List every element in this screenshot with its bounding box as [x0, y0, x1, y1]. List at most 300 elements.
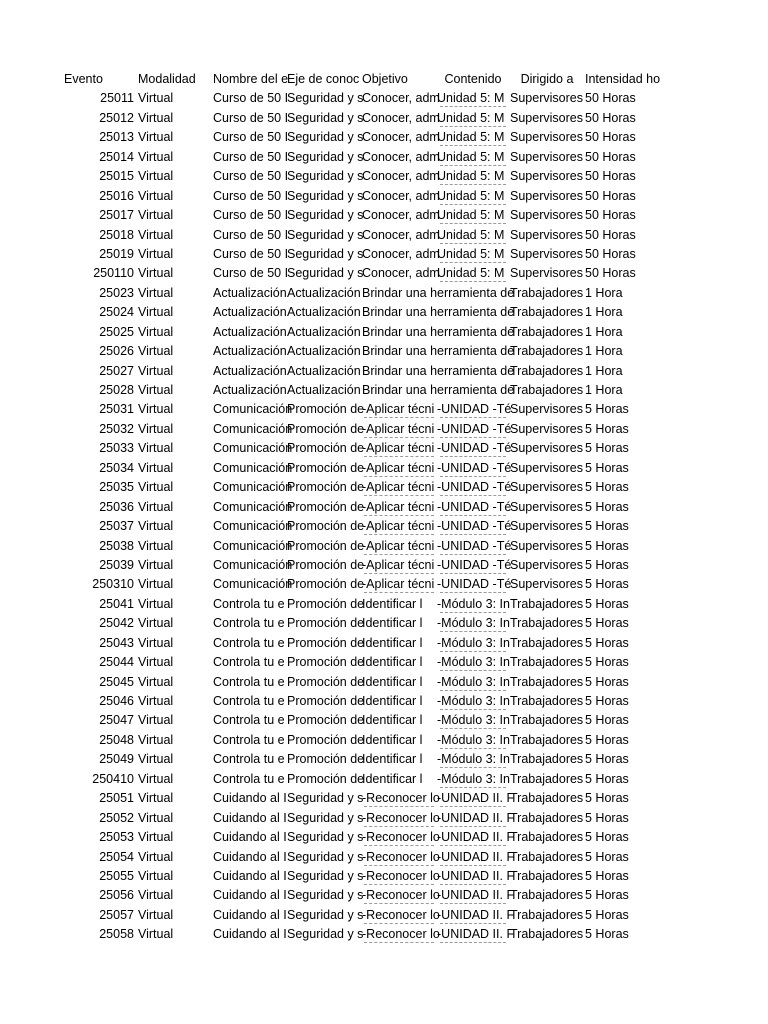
- cell-objetivo: Conocer, adm: [362, 91, 440, 106]
- cell-eje: Promoción de: [287, 577, 365, 592]
- cell-modalidad: Virtual: [138, 460, 174, 475]
- cell-eje: Seguridad y s: [287, 791, 364, 806]
- cell-underline: [440, 417, 506, 418]
- cell-dirigido: Trabajadores: [510, 694, 584, 708]
- cell-evento: 25027: [99, 363, 134, 378]
- cell-contenido: -Módulo 3: In: [437, 694, 510, 708]
- cell-intensidad: 5 Horas: [585, 557, 629, 572]
- cell-underline: [440, 456, 506, 457]
- cell-dirigido: Trabajadores: [510, 616, 584, 631]
- cell-modalidad: Virtual: [138, 344, 174, 359]
- cell-contenido: -UNIDAD II. F: [437, 907, 515, 922]
- cell-modalidad: Virtual: [138, 557, 174, 572]
- cell-contenido: Unidad 5: M: [437, 266, 505, 281]
- table-row: [0, 614, 768, 633]
- cell-intensidad: 5 Horas: [585, 519, 629, 534]
- cell-underline: [440, 923, 506, 924]
- cell-nombre: Actualización: [213, 305, 287, 320]
- cell-evento: 25052: [99, 810, 134, 825]
- cell-contenido: -UNIDAD -Té: [437, 557, 512, 572]
- cell-evento: 25039: [99, 557, 134, 572]
- cell-nombre: Cuidando al I: [213, 868, 287, 883]
- cell-intensidad: 5 Horas: [585, 402, 629, 417]
- cell-objetivo: -Aplicar técni: [362, 421, 435, 436]
- cell-contenido: -UNIDAD -Té: [437, 519, 512, 534]
- cell-eje: Seguridad y s: [287, 91, 364, 106]
- cell-objetivo: -Aplicar técni: [362, 577, 435, 592]
- cell-objetivo: Brindar una herramienta de: [362, 363, 515, 378]
- cell-underline: [364, 534, 434, 535]
- table-row: [0, 848, 768, 867]
- cell-objetivo: -Reconocer lo: [362, 868, 440, 883]
- cell-eje: Seguridad y s: [287, 110, 364, 125]
- cell-intensidad: 5 Horas: [585, 888, 629, 903]
- cell-objetivo: Conocer, adm: [362, 246, 440, 261]
- cell-intensidad: 5 Horas: [585, 674, 629, 689]
- cell-evento: 25014: [99, 149, 134, 164]
- cell-underline: [364, 923, 434, 924]
- cell-intensidad: 1 Hora: [585, 324, 623, 339]
- cell-intensidad: 50 Horas: [585, 149, 636, 164]
- cell-nombre: Cuidando al I: [213, 830, 287, 845]
- cell-nombre: Actualización: [213, 324, 287, 339]
- cell-eje: Promoción de: [287, 616, 365, 631]
- cell-underline: [364, 456, 434, 457]
- cell-modalidad: Virtual: [138, 732, 174, 747]
- cell-nombre: Curso de 50 I: [213, 130, 289, 145]
- cell-modalidad: Virtual: [138, 655, 174, 670]
- cell-nombre: Curso de 50 I: [213, 110, 289, 125]
- header-row: [0, 70, 768, 89]
- cell-contenido: -Módulo 3: In: [437, 732, 510, 747]
- cell-nombre: Controla tu e: [213, 674, 285, 689]
- cell-modalidad: Virtual: [138, 266, 174, 281]
- cell-intensidad: 1 Hora: [585, 305, 623, 320]
- cell-intensidad: 5 Horas: [585, 830, 629, 845]
- cell-underline: [440, 709, 506, 710]
- header-eje: Eje de conoc: [287, 72, 360, 86]
- cell-nombre: Controla tu e: [213, 732, 285, 747]
- cell-dirigido: Trabajadores: [510, 344, 584, 359]
- cell-intensidad: 50 Horas: [585, 91, 636, 106]
- cell-contenido: -UNIDAD -Té: [437, 499, 512, 514]
- cell-objetivo: Identificar l: [362, 694, 423, 708]
- table-row: [0, 498, 768, 517]
- cell-contenido: -Módulo 3: In: [437, 713, 510, 728]
- cell-eje: Promoción de: [287, 596, 365, 611]
- cell-evento: 25045: [99, 674, 134, 689]
- cell-objetivo: Identificar l: [362, 752, 423, 767]
- cell-evento: 25033: [99, 441, 134, 456]
- cell-contenido: -UNIDAD II. F: [437, 849, 515, 864]
- cell-dirigido: Supervisores: [510, 246, 583, 261]
- table-row: [0, 537, 768, 556]
- cell-evento: 25043: [99, 635, 134, 650]
- cell-modalidad: Virtual: [138, 480, 174, 495]
- cell-dirigido: Supervisores: [510, 557, 583, 572]
- cell-intensidad: 50 Horas: [585, 208, 636, 223]
- cell-dirigido: Trabajadores: [510, 810, 584, 825]
- cell-evento: 25044: [99, 655, 134, 670]
- cell-underline: [364, 437, 434, 438]
- cell-evento: 25036: [99, 499, 134, 514]
- cell-eje: Promoción de: [287, 557, 365, 572]
- cell-intensidad: 5 Horas: [585, 538, 629, 553]
- table-row: [0, 556, 768, 575]
- cell-contenido: -Módulo 3: In: [437, 616, 510, 631]
- cell-dirigido: Trabajadores: [510, 732, 584, 747]
- cell-nombre: Comunicación: [213, 538, 293, 553]
- table-row: [0, 226, 768, 245]
- cell-modalidad: Virtual: [138, 635, 174, 650]
- cell-eje: Promoción de: [287, 694, 365, 708]
- cell-contenido: -UNIDAD -Té: [437, 421, 512, 436]
- cell-evento: 25011: [100, 91, 134, 106]
- cell-dirigido: Supervisores: [510, 91, 583, 106]
- header-objetivo: Objetivo: [362, 72, 408, 86]
- cell-contenido: -UNIDAD II. F: [437, 888, 515, 903]
- cell-underline: [440, 106, 506, 107]
- cell-modalidad: Virtual: [138, 810, 174, 825]
- cell-modalidad: Virtual: [138, 616, 174, 631]
- cell-underline: [364, 573, 434, 574]
- table-row: [0, 634, 768, 653]
- cell-contenido: -UNIDAD -Té: [437, 441, 512, 456]
- cell-evento: 25047: [99, 713, 134, 728]
- cell-evento: 25031: [99, 402, 134, 417]
- cell-dirigido: Trabajadores: [510, 655, 584, 670]
- cell-contenido: -UNIDAD II. F: [437, 810, 515, 825]
- cell-nombre: Actualización: [213, 285, 287, 300]
- cell-intensidad: 5 Horas: [585, 499, 629, 514]
- cell-eje: Promoción de: [287, 771, 365, 786]
- cell-eje: Seguridad y s: [287, 169, 364, 184]
- cell-intensidad: 5 Horas: [585, 616, 629, 631]
- cell-dirigido: Trabajadores: [510, 363, 584, 378]
- table-row: [0, 420, 768, 439]
- cell-eje: Seguridad y s: [287, 130, 364, 145]
- cell-underline: [440, 767, 506, 768]
- cell-eje: Promoción de: [287, 538, 365, 553]
- cell-eje: Promoción de: [287, 674, 365, 689]
- cell-modalidad: Virtual: [138, 499, 174, 514]
- cell-evento: 25034: [99, 460, 134, 475]
- cell-underline: [440, 670, 506, 671]
- cell-evento: 25028: [99, 383, 134, 397]
- cell-nombre: Controla tu e: [213, 655, 285, 670]
- cell-modalidad: Virtual: [138, 305, 174, 320]
- cell-eje: Seguridad y s: [287, 266, 364, 281]
- cell-nombre: Controla tu e: [213, 771, 285, 786]
- cell-contenido: -UNIDAD II. F: [437, 830, 515, 845]
- cell-objetivo: -Reconocer lo: [362, 791, 440, 806]
- cell-eje: Promoción de: [287, 480, 365, 495]
- cell-eje: Actualización: [287, 324, 361, 339]
- cell-evento: 25019: [99, 246, 134, 261]
- table-row: [0, 128, 768, 147]
- cell-objetivo: -Reconocer lo: [362, 907, 440, 922]
- cell-objetivo: Brindar una herramienta de: [362, 285, 515, 300]
- cell-underline: [440, 806, 506, 807]
- cell-evento: 25051: [99, 791, 134, 806]
- cell-contenido: Unidad 5: M: [437, 246, 505, 261]
- cell-dirigido: Trabajadores: [510, 771, 584, 786]
- table-row: [0, 595, 768, 614]
- cell-dirigido: Trabajadores: [510, 830, 584, 845]
- cell-underline: [440, 495, 506, 496]
- table-body: [0, 89, 768, 944]
- cell-contenido: Unidad 5: M: [437, 227, 505, 242]
- cell-dirigido: Supervisores: [510, 402, 583, 417]
- cell-intensidad: 5 Horas: [585, 713, 629, 728]
- cell-evento: 250310: [92, 577, 134, 592]
- cell-intensidad: 1 Hora: [585, 344, 623, 359]
- table-row: [0, 284, 768, 303]
- cell-dirigido: Trabajadores: [510, 674, 584, 689]
- cell-nombre: Curso de 50 I: [213, 227, 289, 242]
- cell-dirigido: Trabajadores: [510, 324, 584, 339]
- table-row: [0, 692, 768, 711]
- cell-underline: [440, 262, 506, 263]
- table-row: [0, 206, 768, 225]
- cell-evento: 25042: [99, 616, 134, 631]
- cell-evento: 25041: [99, 596, 134, 611]
- table-row: [0, 653, 768, 672]
- cell-contenido: -UNIDAD II. F: [437, 927, 515, 942]
- table-row: [0, 673, 768, 692]
- cell-eje: Promoción de: [287, 519, 365, 534]
- cell-modalidad: Virtual: [138, 694, 174, 708]
- cell-modalidad: Virtual: [138, 868, 174, 883]
- cell-contenido: -UNIDAD II. F: [437, 868, 515, 883]
- table-row: [0, 867, 768, 886]
- cell-intensidad: 5 Horas: [585, 907, 629, 922]
- table-row: [0, 323, 768, 342]
- cell-nombre: Controla tu e: [213, 694, 285, 708]
- cell-eje: Seguridad y s: [287, 849, 364, 864]
- cell-underline: [440, 651, 506, 652]
- cell-contenido: -UNIDAD -Té: [437, 460, 512, 475]
- cell-dirigido: Trabajadores: [510, 907, 584, 922]
- cell-nombre: Controla tu e: [213, 713, 285, 728]
- cell-intensidad: 5 Horas: [585, 810, 629, 825]
- cell-intensidad: 50 Horas: [585, 266, 636, 281]
- table-row: [0, 187, 768, 206]
- cell-objetivo: Brindar una herramienta de: [362, 344, 515, 359]
- cell-nombre: Cuidando al I: [213, 888, 287, 903]
- cell-modalidad: Virtual: [138, 91, 174, 106]
- cell-underline: [364, 495, 434, 496]
- cell-objetivo: Brindar una herramienta de: [362, 383, 515, 397]
- cell-evento: 25035: [99, 480, 134, 495]
- cell-eje: Seguridad y s: [287, 927, 364, 942]
- cell-nombre: Curso de 50 I: [213, 246, 289, 261]
- cell-nombre: Curso de 50 I: [213, 208, 289, 223]
- cell-underline: [440, 184, 506, 185]
- header-modalidad: Modalidad: [138, 72, 196, 86]
- cell-objetivo: Identificar l: [362, 596, 423, 611]
- cell-underline: [364, 554, 434, 555]
- cell-evento: 25048: [99, 732, 134, 747]
- cell-eje: Actualización: [287, 344, 361, 359]
- table-row: [0, 245, 768, 264]
- cell-nombre: Controla tu e: [213, 616, 285, 631]
- cell-underline: [440, 515, 506, 516]
- cell-intensidad: 5 Horas: [585, 868, 629, 883]
- cell-modalidad: Virtual: [138, 713, 174, 728]
- cell-modalidad: Virtual: [138, 208, 174, 223]
- cell-contenido: Unidad 5: M: [437, 130, 505, 145]
- cell-dirigido: Supervisores: [510, 577, 583, 592]
- table-row: [0, 886, 768, 905]
- table-row: [0, 789, 768, 808]
- cell-underline: [364, 515, 434, 516]
- cell-objetivo: -Aplicar técni: [362, 402, 435, 417]
- cell-underline: [440, 826, 506, 827]
- cell-intensidad: 5 Horas: [585, 421, 629, 436]
- cell-nombre: Curso de 50 I: [213, 91, 289, 106]
- table-row: [0, 439, 768, 458]
- cell-nombre: Cuidando al I: [213, 791, 287, 806]
- cell-modalidad: Virtual: [138, 110, 174, 125]
- cell-intensidad: 50 Horas: [585, 169, 636, 184]
- cell-modalidad: Virtual: [138, 169, 174, 184]
- cell-evento: 25024: [99, 305, 134, 320]
- cell-nombre: Controla tu e: [213, 596, 285, 611]
- cell-contenido: -Módulo 3: In: [437, 655, 510, 670]
- cell-eje: Seguridad y s: [287, 888, 364, 903]
- cell-intensidad: 5 Horas: [585, 771, 629, 786]
- cell-eje: Seguridad y s: [287, 208, 364, 223]
- table-row: [0, 89, 768, 108]
- cell-contenido: -Módulo 3: In: [437, 635, 510, 650]
- cell-contenido: Unidad 5: M: [437, 208, 505, 223]
- cell-dirigido: Trabajadores: [510, 927, 584, 942]
- cell-modalidad: Virtual: [138, 246, 174, 261]
- cell-underline: [364, 845, 434, 846]
- cell-contenido: Unidad 5: M: [437, 169, 505, 184]
- table-row: [0, 303, 768, 322]
- header-dirigido: Dirigido a: [520, 72, 574, 86]
- cell-evento: 25015: [99, 169, 134, 184]
- table-row: [0, 731, 768, 750]
- cell-underline: [364, 865, 434, 866]
- cell-dirigido: Supervisores: [510, 480, 583, 495]
- cell-nombre: Curso de 50 I: [213, 188, 289, 203]
- cell-modalidad: Virtual: [138, 830, 174, 845]
- table-row: [0, 828, 768, 847]
- cell-evento: 25013: [99, 130, 134, 145]
- cell-eje: Promoción de: [287, 441, 365, 456]
- cell-underline: [440, 787, 506, 788]
- cell-nombre: Curso de 50 I: [213, 149, 289, 164]
- cell-contenido: Unidad 5: M: [437, 149, 505, 164]
- cell-dirigido: Supervisores: [510, 188, 583, 203]
- cell-objetivo: -Aplicar técni: [362, 557, 435, 572]
- header-nombre: Nombre del e: [213, 72, 289, 86]
- spreadsheet: [0, 70, 768, 945]
- table-row: [0, 167, 768, 186]
- cell-contenido: Unidad 5: M: [437, 188, 505, 203]
- cell-modalidad: Virtual: [138, 907, 174, 922]
- cell-eje: Actualización: [287, 363, 361, 378]
- cell-underline: [440, 942, 506, 943]
- cell-contenido: -UNIDAD -Té: [437, 577, 512, 592]
- cell-intensidad: 50 Horas: [585, 246, 636, 261]
- cell-modalidad: Virtual: [138, 227, 174, 242]
- cell-nombre: Comunicación: [213, 557, 293, 572]
- cell-underline: [364, 942, 434, 943]
- cell-underline: [364, 592, 434, 593]
- cell-underline: [440, 165, 506, 166]
- cell-nombre: Comunicación: [213, 480, 293, 495]
- cell-nombre: Controla tu e: [213, 752, 285, 767]
- cell-eje: Promoción de: [287, 713, 365, 728]
- cell-underline: [440, 748, 506, 749]
- cell-objetivo: -Reconocer lo: [362, 830, 440, 845]
- cell-evento: 250110: [93, 266, 134, 281]
- cell-contenido: Unidad 5: M: [437, 110, 505, 125]
- cell-intensidad: 5 Horas: [585, 635, 629, 650]
- cell-intensidad: 5 Horas: [585, 596, 629, 611]
- cell-eje: Actualización: [287, 383, 361, 397]
- cell-dirigido: Supervisores: [510, 519, 583, 534]
- cell-underline: [364, 417, 434, 418]
- cell-dirigido: Trabajadores: [510, 305, 584, 320]
- cell-eje: Promoción de: [287, 732, 365, 747]
- cell-underline: [440, 631, 506, 632]
- cell-objetivo: Identificar l: [362, 616, 423, 631]
- cell-underline: [440, 690, 506, 691]
- cell-evento: 25017: [99, 208, 134, 223]
- cell-evento: 25025: [99, 324, 134, 339]
- cell-contenido: -UNIDAD II. F: [437, 791, 515, 806]
- cell-underline: [440, 884, 506, 885]
- cell-eje: Promoción de: [287, 499, 365, 514]
- cell-dirigido: Trabajadores: [510, 635, 584, 650]
- cell-objetivo: -Aplicar técni: [362, 441, 435, 456]
- cell-evento: 25058: [99, 927, 134, 942]
- cell-contenido: -UNIDAD -Té: [437, 480, 512, 495]
- cell-dirigido: Trabajadores: [510, 285, 584, 300]
- cell-objetivo: Identificar l: [362, 635, 423, 650]
- cell-objetivo: Conocer, adm: [362, 149, 440, 164]
- cell-evento: 25038: [99, 538, 134, 553]
- cell-evento: 25054: [99, 849, 134, 864]
- cell-intensidad: 5 Horas: [585, 694, 629, 708]
- cell-evento: 25012: [99, 110, 134, 125]
- cell-nombre: Comunicación: [213, 519, 293, 534]
- cell-dirigido: Supervisores: [510, 110, 583, 125]
- cell-nombre: Cuidando al I: [213, 907, 287, 922]
- cell-evento: 25016: [99, 188, 134, 203]
- cell-underline: [440, 592, 506, 593]
- cell-nombre: Comunicación: [213, 421, 293, 436]
- table-row: [0, 517, 768, 536]
- cell-contenido: Unidad 5: M: [437, 91, 505, 106]
- cell-nombre: Comunicación: [213, 402, 293, 417]
- header-intensidad: Intensidad ho: [585, 72, 661, 86]
- cell-intensidad: 5 Horas: [585, 752, 629, 767]
- cell-modalidad: Virtual: [138, 285, 174, 300]
- cell-eje: Actualización: [287, 305, 361, 320]
- cell-intensidad: 5 Horas: [585, 927, 629, 942]
- cell-underline: [440, 243, 506, 244]
- cell-underline: [440, 281, 506, 282]
- cell-intensidad: 50 Horas: [585, 188, 636, 203]
- cell-dirigido: Supervisores: [510, 227, 583, 242]
- table-row: [0, 342, 768, 361]
